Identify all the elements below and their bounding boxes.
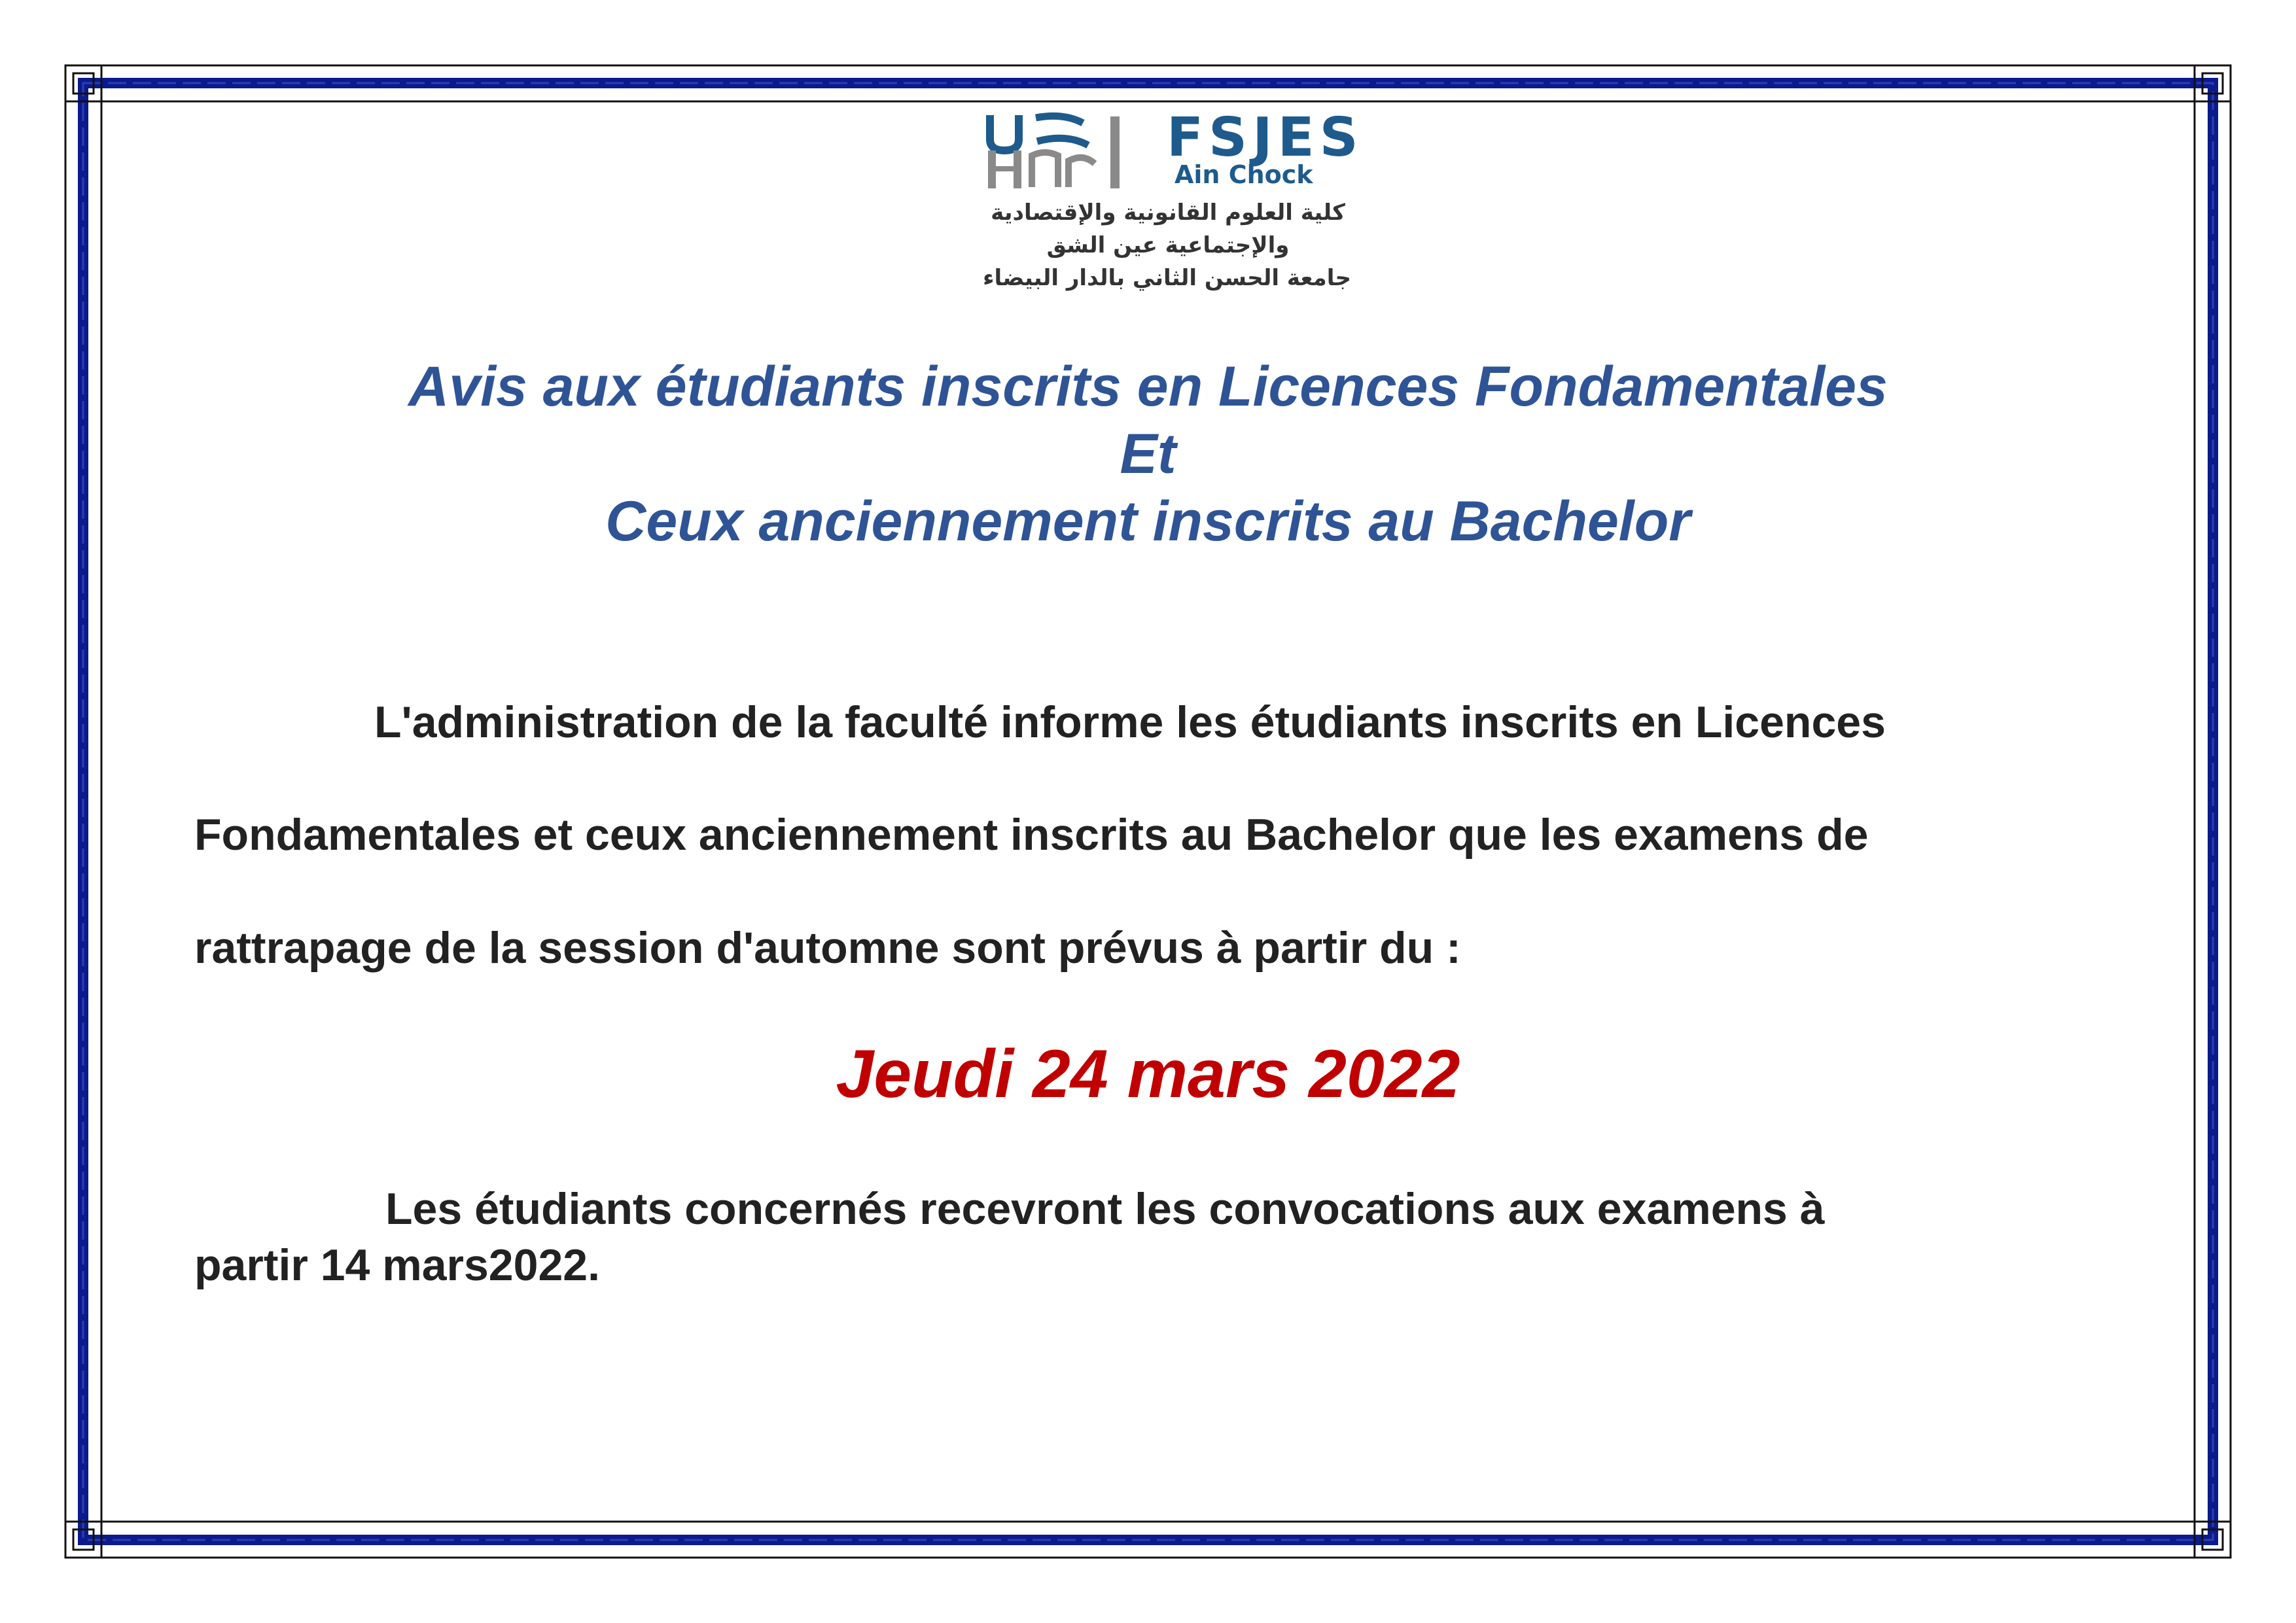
notice-paragraph-2 [194, 1181, 2131, 1293]
university-emblem-icon [985, 110, 1122, 192]
paragraph-line: Les étudiants concernés recevront les convocations aux examens à [385, 1184, 1825, 1234]
paragraph-line: Fondamentales et ceux anciennement inscrits au Bachelor que les examens de [194, 810, 1869, 860]
logo-subtitle: Ain Chock [1174, 160, 1313, 189]
paragraph-line: L'administration de la faculté informe les étudiants inscrits en Licences [374, 697, 1886, 747]
title-line: Avis aux étudiants inscrits en Licences Fondamentales [408, 355, 1888, 418]
logo-arabic-line: جامعة الحسن الثاني بالدار البيضاء [983, 265, 1351, 291]
logo-arabic-line: والإجتماعية عين الشق [1046, 232, 1290, 258]
logo-name: FSJES [1167, 107, 1364, 169]
paragraph-line: rattrapage de la session d'automne sont prévus à partir du : [194, 923, 1461, 973]
title-line: Ceux anciennement inscrits au Bachelor [605, 490, 1691, 553]
title-line: Et [1120, 423, 1176, 485]
paragraph-line: partir 14 mars2022. [194, 1240, 600, 1290]
logo-arabic-line: كلية العلوم القانونية والإقتصادية [991, 200, 1345, 226]
logo-arabic-text [985, 196, 1351, 294]
exam-date: Jeudi 24 mars 2022 [836, 1036, 1460, 1112]
notice-title [196, 353, 2100, 555]
faculty-logo [983, 107, 1364, 300]
